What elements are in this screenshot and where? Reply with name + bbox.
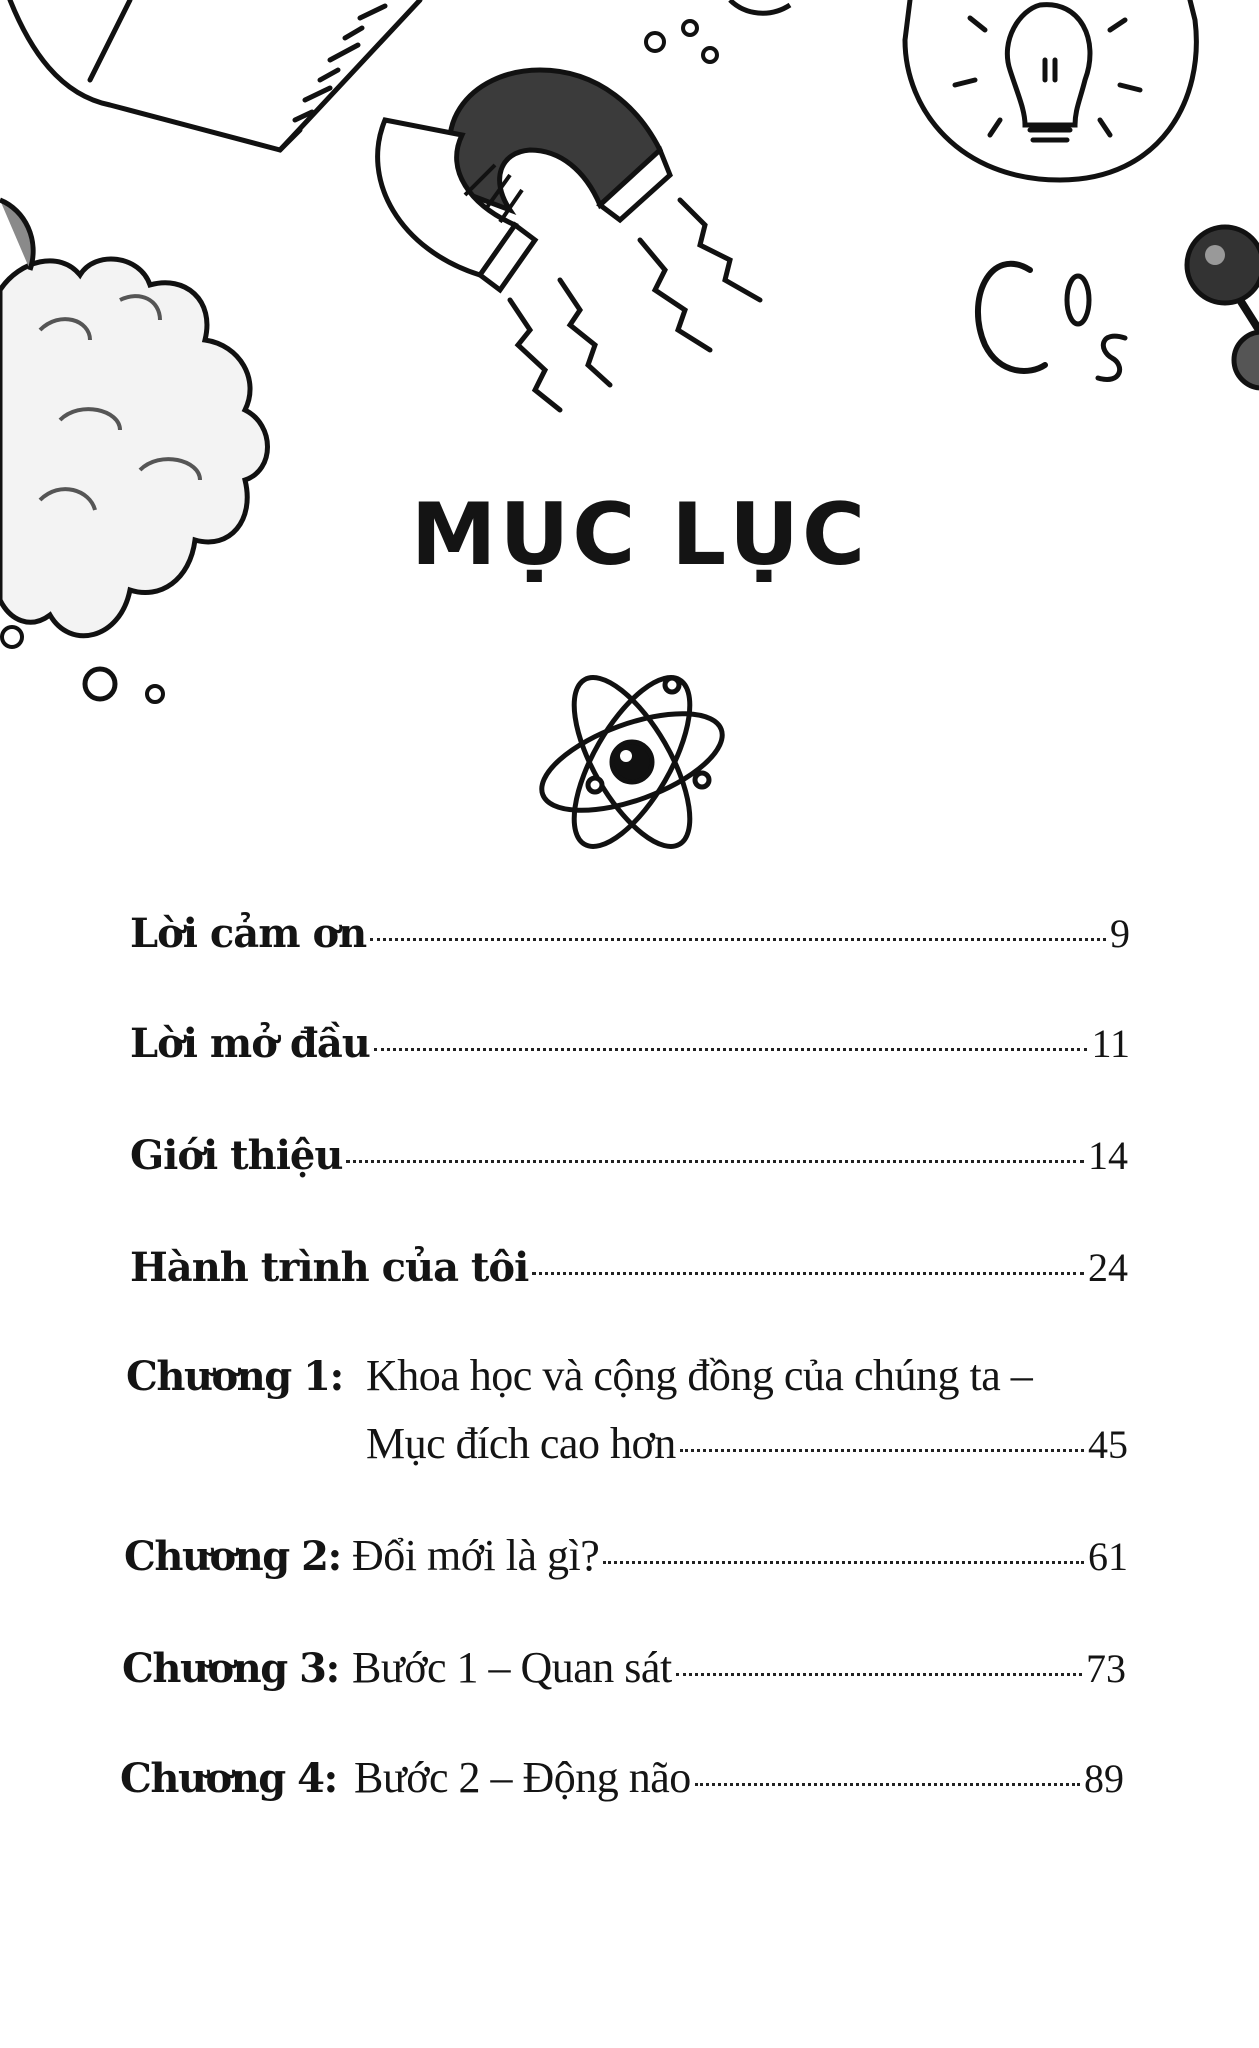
toc-page-number: 11: [1091, 1021, 1130, 1066]
dot-leader: [676, 1673, 1082, 1676]
chapter-title-line-2: Mục đích cao hơn: [366, 1419, 676, 1468]
toc-page-number: 89: [1084, 1756, 1124, 1801]
chapter-label: Chương 4:: [120, 1755, 337, 1802]
toc-chapter-3[interactable]: [122, 1644, 1126, 1693]
toc-page-number: 14: [1088, 1133, 1128, 1178]
toc-entry-title: Lời mở đầu: [130, 1020, 370, 1067]
toc-page-number: 73: [1086, 1646, 1126, 1691]
toc-entry[interactable]: [130, 1020, 1130, 1068]
toc-chapter-1-continued[interactable]: [366, 1420, 1128, 1469]
toc-entry[interactable]: [130, 910, 1130, 958]
dot-leader: [346, 1160, 1084, 1163]
chapter-title-line-1: Khoa học và cộng đồng của chúng ta –: [366, 1351, 1033, 1400]
toc-page-number: 24: [1088, 1245, 1128, 1290]
toc-entry-title: Giới thiệu: [130, 1132, 343, 1179]
dot-leader: [695, 1783, 1080, 1786]
toc-entry[interactable]: [130, 1132, 1128, 1180]
toc-entry-title: Hành trình của tôi: [130, 1244, 529, 1291]
chapter-title: Bước 1 – Quan sát: [352, 1643, 672, 1692]
chapter-label: Chương 2:: [124, 1533, 341, 1580]
dot-leader: [603, 1561, 1084, 1564]
chapter-label: Chương 3:: [122, 1645, 339, 1692]
dot-leader: [680, 1449, 1084, 1452]
chapter-label: Chương 1:: [126, 1353, 343, 1400]
chapter-title: Bước 2 – Động não: [354, 1753, 691, 1802]
dot-leader: [374, 1048, 1088, 1051]
toc-page-number: 61: [1088, 1534, 1128, 1579]
toc-page-number: 45: [1088, 1422, 1128, 1467]
dot-leader: [370, 938, 1106, 941]
toc-entry-title: Lời cảm ơn: [130, 910, 367, 957]
toc-chapter-1[interactable]: [126, 1352, 1146, 1401]
dot-leader: [532, 1272, 1084, 1275]
chapter-title: Đổi mới là gì?: [352, 1531, 600, 1580]
page-title: MỤC LỤC: [410, 485, 869, 585]
toc-chapter-4[interactable]: [120, 1754, 1124, 1803]
toc-entry[interactable]: [130, 1244, 1128, 1292]
toc-chapter-2[interactable]: [124, 1532, 1128, 1581]
toc-page-number: 9: [1110, 911, 1130, 956]
